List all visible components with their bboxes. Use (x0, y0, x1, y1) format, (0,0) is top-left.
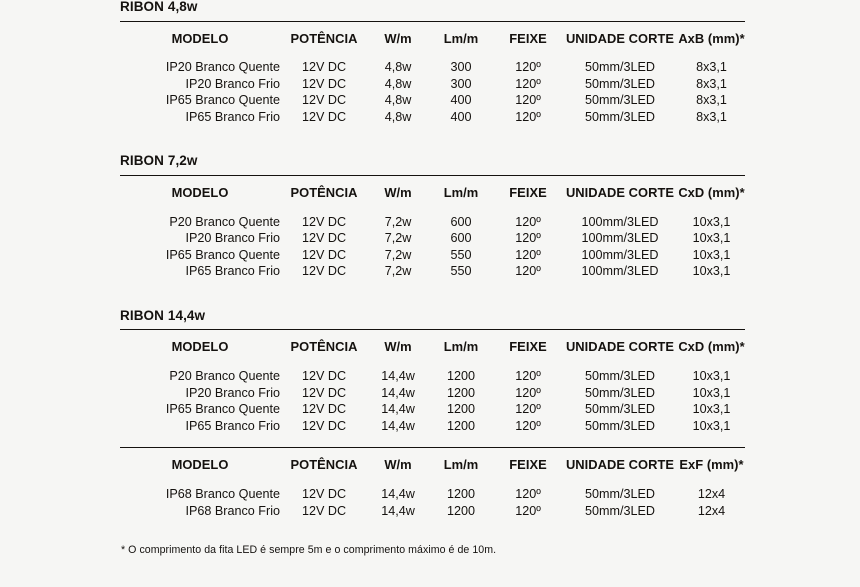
table-body (120, 484, 745, 519)
table-row (120, 230, 745, 247)
cell-lmm: 550 (450, 264, 472, 279)
cell-lmm: 300 (450, 60, 472, 75)
cell-unidade: 50mm/3LED (585, 76, 655, 91)
table-row (120, 503, 745, 520)
cell-potencia: 12V DC (301, 264, 347, 279)
cell-dimensao: 10x3,1 (692, 264, 731, 279)
section-title: RIBON 14,4w (120, 307, 206, 323)
spec-section-ribon-7-2w (120, 154, 745, 279)
cell-lmm: 1200 (446, 503, 476, 518)
table-row (120, 401, 745, 418)
cell-feixe: 120º (515, 93, 541, 108)
column-header-dimensoes: ExF (mm)* (679, 457, 744, 473)
table-row (120, 247, 745, 264)
cell-unidade: 50mm/3LED (585, 418, 655, 433)
cell-wm: 14,4w (381, 402, 415, 417)
table-row (120, 366, 745, 385)
cell-potencia: 12V DC (301, 487, 347, 501)
cell-wm: 7,2w (384, 247, 412, 262)
column-header-feixe: FEIXE (509, 339, 547, 355)
section-spacer (120, 125, 745, 154)
cell-unidade: 100mm/3LED (581, 247, 659, 262)
column-header-wm: W/m (384, 30, 412, 46)
table-header-row (120, 176, 745, 212)
spec-table (120, 448, 745, 519)
spec-sheet (120, 0, 745, 587)
cell-modelo: IP65 Branco Quente (165, 247, 280, 262)
table-body (120, 57, 745, 125)
cell-unidade: 50mm/3LED (585, 487, 655, 501)
table-row (120, 418, 745, 435)
cell-unidade: 50mm/3LED (585, 385, 655, 400)
cell-lmm: 400 (450, 109, 472, 124)
column-header-modelo: MODELO (171, 457, 229, 473)
column-header-lmm: Lm/m (443, 339, 479, 355)
column-header-dimensoes: CxD (mm)* (678, 339, 745, 355)
table-header-row (120, 330, 745, 366)
cell-modelo: IP65 Branco Frio (185, 264, 280, 279)
table-row (120, 484, 745, 503)
column-header-feixe: FEIXE (509, 184, 547, 200)
cell-feixe: 120º (515, 402, 541, 417)
cell-modelo: IP65 Branco Frio (185, 418, 280, 433)
cell-potencia: 12V DC (301, 76, 347, 91)
cell-modelo: P20 Branco Quente (169, 369, 280, 384)
column-header-modelo: MODELO (171, 339, 229, 355)
cell-unidade: 100mm/3LED (581, 264, 659, 279)
cell-feixe: 120º (515, 264, 541, 279)
cell-modelo: P20 Branco Quente (169, 214, 280, 229)
cell-wm: 14,4w (381, 503, 415, 518)
cell-lmm: 300 (450, 76, 472, 91)
column-header-potencia: POTÊNCIA (290, 30, 358, 46)
cell-dimensao: 10x3,1 (692, 385, 731, 400)
cell-lmm: 600 (450, 214, 472, 229)
table-row (120, 212, 745, 231)
column-header-unidade-corte: UNIDADE CORTE (565, 457, 675, 473)
cell-potencia: 12V DC (301, 385, 347, 400)
spec-table (120, 176, 745, 280)
cell-wm: 4,8w (384, 109, 412, 124)
column-header-feixe: FEIXE (509, 457, 547, 473)
column-header-potencia: POTÊNCIA (290, 184, 358, 200)
cell-modelo: IP65 Branco Quente (165, 93, 280, 108)
table-header (120, 22, 745, 58)
cell-modelo: IP65 Branco Frio (185, 109, 280, 124)
cell-potencia: 12V DC (301, 247, 347, 262)
table-row (120, 109, 745, 126)
cell-feixe: 120º (515, 503, 541, 518)
column-header-potencia: POTÊNCIA (290, 339, 358, 355)
cell-wm: 4,8w (384, 76, 412, 91)
cell-dimensao: 12x4 (697, 503, 726, 518)
cell-unidade: 50mm/3LED (585, 503, 655, 518)
cell-wm: 14,4w (381, 487, 415, 501)
column-header-unidade-corte: UNIDADE CORTE (565, 184, 675, 200)
cell-potencia: 12V DC (301, 369, 347, 384)
cell-wm: 4,8w (384, 60, 412, 75)
cell-modelo: IP68 Branco Frio (185, 503, 280, 518)
cell-dimensao: 8x3,1 (696, 76, 727, 91)
cell-wm: 14,4w (381, 418, 415, 433)
cell-unidade: 50mm/3LED (585, 93, 655, 108)
cell-feixe: 120º (515, 418, 541, 433)
cell-feixe: 120º (515, 60, 541, 75)
column-header-lmm: Lm/m (443, 30, 479, 46)
section-title: RIBON 4,8w (120, 0, 198, 14)
cell-potencia: 12V DC (301, 93, 347, 108)
cell-modelo: IP68 Branco Quente (165, 487, 280, 501)
column-header-lmm: Lm/m (443, 457, 479, 473)
cell-dimensao: 8x3,1 (696, 93, 727, 108)
cell-modelo: IP20 Branco Frio (185, 231, 280, 246)
spec-section-ribon-14-4w (120, 309, 745, 434)
spec-table (120, 22, 745, 126)
cell-wm: 14,4w (381, 385, 415, 400)
cell-potencia: 12V DC (301, 214, 347, 229)
cell-dimensao: 8x3,1 (696, 60, 727, 75)
cell-lmm: 1200 (446, 487, 476, 501)
column-header-lmm: Lm/m (443, 184, 479, 200)
table-header (120, 176, 745, 212)
column-header-dimensoes: AxB (mm)* (678, 30, 745, 46)
cell-lmm: 1200 (446, 402, 476, 417)
cell-unidade: 100mm/3LED (581, 231, 659, 246)
cell-dimensao: 10x3,1 (692, 418, 731, 433)
cell-modelo: IP65 Branco Quente (165, 402, 280, 417)
cell-potencia: 12V DC (301, 60, 347, 75)
cell-dimensao: 10x3,1 (692, 369, 731, 384)
table-header-row (120, 448, 745, 484)
cell-wm: 7,2w (384, 214, 412, 229)
column-header-unidade-corte: UNIDADE CORTE (565, 339, 675, 355)
cell-feixe: 120º (515, 487, 541, 501)
column-header-modelo: MODELO (171, 30, 229, 46)
column-header-feixe: FEIXE (509, 30, 547, 46)
table-row (120, 76, 745, 93)
section-spacer (120, 280, 745, 309)
section-spacer (120, 434, 745, 447)
cell-dimensao: 10x3,1 (692, 231, 731, 246)
cell-wm: 4,8w (384, 93, 412, 108)
cell-lmm: 1200 (446, 418, 476, 433)
column-header-dimensoes: CxD (mm)* (678, 184, 745, 200)
cell-unidade: 50mm/3LED (585, 369, 655, 384)
table-row (120, 263, 745, 280)
cell-feixe: 120º (515, 369, 541, 384)
cell-potencia: 12V DC (301, 503, 347, 518)
cell-lmm: 1200 (446, 385, 476, 400)
cell-potencia: 12V DC (301, 109, 347, 124)
cell-unidade: 50mm/3LED (585, 60, 655, 75)
spec-table (120, 330, 745, 434)
column-header-potencia: POTÊNCIA (290, 457, 358, 473)
table-header (120, 448, 745, 484)
cell-lmm: 600 (450, 231, 472, 246)
cell-feixe: 120º (515, 76, 541, 91)
footnote: * O comprimento da fita LED é sempre 5m e o comprimento máximo é de 10m. (121, 544, 497, 557)
table-row (120, 92, 745, 109)
section-title: RIBON 7,2w (120, 153, 198, 169)
cell-dimensao: 8x3,1 (696, 109, 727, 124)
column-header-modelo: MODELO (171, 184, 229, 200)
cell-modelo: IP20 Branco Frio (185, 385, 280, 400)
cell-dimensao: 10x3,1 (692, 402, 731, 417)
column-header-unidade-corte: UNIDADE CORTE (565, 30, 675, 46)
column-header-wm: W/m (384, 339, 412, 355)
cell-modelo: IP20 Branco Quente (165, 60, 280, 75)
cell-feixe: 120º (515, 109, 541, 124)
spec-section-ip68 (120, 447, 745, 519)
cell-dimensao: 10x3,1 (692, 247, 731, 262)
table-header-row (120, 22, 745, 58)
cell-dimensao: 10x3,1 (692, 214, 731, 229)
cell-potencia: 12V DC (301, 418, 347, 433)
table-body (120, 366, 745, 434)
cell-potencia: 12V DC (301, 231, 347, 246)
cell-lmm: 550 (450, 247, 472, 262)
table-row (120, 57, 745, 76)
column-header-wm: W/m (384, 457, 412, 473)
table-body (120, 212, 745, 280)
cell-dimensao: 12x4 (697, 487, 726, 501)
cell-unidade: 50mm/3LED (585, 109, 655, 124)
cell-potencia: 12V DC (301, 402, 347, 417)
cell-modelo: IP20 Branco Frio (185, 76, 280, 91)
cell-unidade: 100mm/3LED (581, 214, 659, 229)
column-header-wm: W/m (384, 184, 412, 200)
cell-feixe: 120º (515, 231, 541, 246)
cell-lmm: 1200 (446, 369, 476, 384)
cell-unidade: 50mm/3LED (585, 402, 655, 417)
cell-lmm: 400 (450, 93, 472, 108)
cell-feixe: 120º (515, 247, 541, 262)
cell-feixe: 120º (515, 214, 541, 229)
cell-wm: 14,4w (381, 369, 415, 384)
spec-section-ribon-4-8w (120, 0, 745, 125)
table-row (120, 385, 745, 402)
cell-wm: 7,2w (384, 264, 412, 279)
cell-wm: 7,2w (384, 231, 412, 246)
table-header (120, 330, 745, 366)
cell-feixe: 120º (515, 385, 541, 400)
